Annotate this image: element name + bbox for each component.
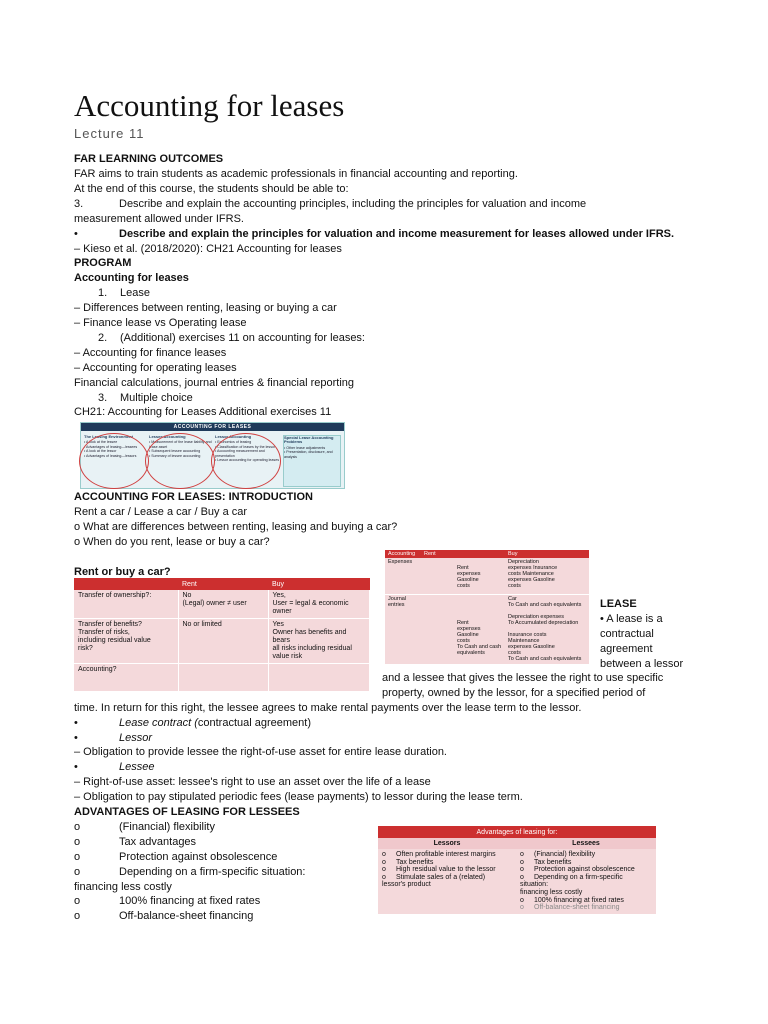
advantage-text: Protection against obsolescence xyxy=(119,851,278,863)
introduction-heading: ACCOUNTING FOR LEASES: INTRODUCTION xyxy=(74,491,313,503)
table-row xyxy=(378,849,656,914)
advantage-item xyxy=(74,850,277,865)
accounting-for-leases-subheading: Accounting for leases xyxy=(74,272,189,284)
advantage-item xyxy=(74,835,196,850)
obligation-lessor: – Obligation to provide lessee the right-of-use asset for entire lease duration. xyxy=(74,746,447,758)
lease-definition-line: contractual xyxy=(600,628,654,640)
diagram-column-head: Special Lease Accounting Problems xyxy=(284,435,334,445)
bullet-o: o xyxy=(382,851,386,858)
highlight-circle xyxy=(79,433,149,489)
program-item-1 xyxy=(98,286,150,301)
page-subtitle: Lecture 11 xyxy=(74,126,145,141)
table-header: Rent xyxy=(178,578,268,590)
table-header xyxy=(74,578,178,590)
table-cell xyxy=(178,664,268,692)
list-item-text: (Financial) flexibility xyxy=(534,851,596,858)
table-cell: Accounting? xyxy=(74,664,178,692)
table-cell: Transfer of benefits? Transfer of risks, including residual value risk? xyxy=(74,619,178,664)
lease-contract-note: contractual agreement) xyxy=(197,717,311,729)
list-item-text: Protection against obsolescence xyxy=(534,866,635,874)
table-cell: Expenses xyxy=(385,558,421,594)
table-row xyxy=(385,594,589,664)
program-item-2 xyxy=(98,331,365,346)
lease-definition-line: agreement xyxy=(600,643,653,655)
program-item-3 xyxy=(98,391,193,406)
diagram-item: • Summary of lessee accounting xyxy=(149,453,201,458)
table-header: Rent xyxy=(421,550,505,558)
program-accounting-finance: – Accounting for finance leases xyxy=(74,347,227,359)
table-header-row xyxy=(378,838,656,849)
lease-definition-line: property, owned by the lessor, for a specified period of xyxy=(382,687,646,699)
list-item xyxy=(520,866,652,874)
table-cell: Transfer of ownership?: xyxy=(74,590,178,619)
program-item-1-text: Lease xyxy=(120,287,150,299)
obligation-lessee: – Obligation to pay stipulated periodic fees (lease payments) to lessor during the lease term. xyxy=(74,791,523,803)
right-of-use-asset: – Right-of-use asset: lessee's right to use an asset over the life of a lease xyxy=(74,776,431,788)
ch21-line: CH21: Accounting for Leases Additional exercises 11 xyxy=(74,406,332,418)
lease-definition-line: between a lessor xyxy=(600,658,684,670)
advantages-heading: ADVANTAGES OF LEASING FOR LESSEES xyxy=(74,806,300,818)
table-cell: Yes Owner has benefits and bears all risks including residual value risk xyxy=(268,619,370,664)
lease-definition-line: time. In return for this right, the lessee agrees to make rental payments over the lease term to the lessor. xyxy=(74,702,582,714)
table-cell: Depreciation expenses Insurance costs Maintenance expenses Gasoline costs xyxy=(505,558,589,594)
diagram-column-head: Lessor Accounting xyxy=(215,435,252,439)
bullet-o: o xyxy=(74,866,81,878)
program-item-3-text: Multiple choice xyxy=(120,392,193,404)
list-item-text: Often profitable interest margins xyxy=(396,851,496,858)
program-financial-calculations: Financial calculations, journal entries & financial reporting xyxy=(74,377,355,389)
list-item-text: 100% financing at fixed rates xyxy=(534,896,624,904)
list-item xyxy=(382,866,512,874)
list-item xyxy=(382,851,512,859)
bullet-symbol: • xyxy=(74,717,78,729)
bullet-symbol: • xyxy=(74,732,78,744)
diagram-item: • Advantages of leasing—lessees xyxy=(84,444,138,449)
bullet-o: o xyxy=(520,851,524,858)
table-cell: Journal entries xyxy=(385,594,421,664)
table-cell: Rent expenses Gasoline costs To Cash and cash equivalents xyxy=(421,594,505,664)
program-finance-vs-operating: – Finance lease vs Operating lease xyxy=(74,317,247,329)
program-item-2-number: 2. xyxy=(98,332,108,344)
bullet-o: o xyxy=(74,821,81,833)
rent-or-buy-heading: Rent or buy a car? xyxy=(74,566,171,578)
diagram-column-special-problems xyxy=(283,435,341,487)
lease-definition-line: and a lessee that gives the lessee the right to use specific xyxy=(382,672,664,684)
lease-heading: LEASE xyxy=(600,598,637,610)
bullet-o: o xyxy=(382,858,386,866)
program-heading: PROGRAM xyxy=(74,257,132,269)
table-header: Lessees xyxy=(516,838,656,849)
far-heading: FAR LEARNING OUTCOMES xyxy=(74,153,224,165)
bullet-o: o xyxy=(520,866,524,874)
diagram-item: • Presentation, disclosure, and analysis xyxy=(284,450,333,459)
diagram-item: • Accounting measurement and presentation xyxy=(215,449,265,458)
outcome-bullet xyxy=(74,227,674,242)
list-item xyxy=(382,874,512,889)
bullet-symbol: • xyxy=(74,228,78,240)
bullet-o: o xyxy=(382,873,386,881)
list-item xyxy=(520,904,652,912)
bullet-o: o xyxy=(74,910,81,922)
page-title: Accounting for leases xyxy=(74,88,345,123)
bullet-o: o xyxy=(74,836,81,848)
table-cell: No or limited xyxy=(178,619,268,664)
program-item-3-number: 3. xyxy=(98,392,108,404)
accounting-for-leases-diagram xyxy=(80,422,345,489)
table-header: Accounting xyxy=(385,550,421,558)
far-aims: FAR aims to train students as academic professionals in financial accounting and reporting. xyxy=(74,168,518,180)
program-accounting-operating: – Accounting for operating leases xyxy=(74,362,237,374)
diagram-column-head: Lessee Accounting xyxy=(149,435,186,439)
advantage-continued: financing less costly xyxy=(74,881,172,893)
kieso-reference: – Kieso et al. (2018/2020): CH21 Accounting for leases xyxy=(74,243,342,255)
lease-contract-line xyxy=(74,716,311,731)
table-row xyxy=(74,590,370,619)
table-title: Advantages of leasing for: xyxy=(378,826,656,838)
list-item-text: Depending on a firm-specific situation: financing less costly xyxy=(520,873,623,896)
list-item-text: Tax benefits xyxy=(396,858,434,866)
table-header-row xyxy=(385,550,589,558)
diagram-column-head: The Leasing Environment xyxy=(84,435,133,439)
table-header-row xyxy=(74,578,370,590)
list-item xyxy=(520,874,652,897)
table-cell: Rent expenses Gasoline costs xyxy=(421,558,505,594)
advantage-text: Tax advantages xyxy=(119,836,197,848)
highlight-circle xyxy=(145,433,215,489)
diagram-item: • Lessor accounting for operating leases xyxy=(215,458,279,463)
rent-lease-buy: Rent a car / Lease a car / Buy a car xyxy=(74,506,248,518)
bullet-o: o xyxy=(74,895,81,907)
advantage-text: (Financial) flexibility xyxy=(119,821,215,833)
lessor-label: Lessor xyxy=(119,732,153,744)
program-item-2-text: (Additional) exercises 11 on accounting for leases: xyxy=(120,332,365,344)
diagram-item: • Advantages of leasing—lessors xyxy=(84,453,137,458)
table-header: Buy xyxy=(505,550,589,558)
bullet-symbol: • xyxy=(74,761,78,773)
list-item-text: Stimulate sales of a (related) lessor's product xyxy=(382,873,486,889)
table-row xyxy=(74,664,370,692)
lease-contract-label: Lease contract ( xyxy=(119,717,198,729)
bullet-o: o xyxy=(74,851,81,863)
program-differences: – Differences between renting, leasing or buying a car xyxy=(74,302,337,314)
question-differences: o What are differences between renting, leasing and buying a car? xyxy=(74,521,398,533)
advantage-text: Depending on a firm-specific situation: xyxy=(119,866,306,878)
bullet-o: o xyxy=(520,873,524,881)
list-item xyxy=(520,897,652,905)
advantage-item xyxy=(74,894,260,909)
table-cell: Yes, User = legal & economic owner xyxy=(268,590,370,619)
list-item-text: Tax benefits xyxy=(534,858,572,866)
advantage-item xyxy=(74,820,215,835)
table-cell: No (Legal) owner ≠ user xyxy=(178,590,268,619)
lease-definition-line: • A lease is a xyxy=(600,613,663,625)
table-row xyxy=(74,619,370,664)
question-when: o When do you rent, lease or buy a car? xyxy=(74,536,270,548)
diagram-item: • Subsequent lessee accounting xyxy=(149,449,201,454)
diagram-item: • A look at the lessee xyxy=(84,440,118,445)
list-item-text: High residual value to the lessor xyxy=(396,866,496,874)
lessee-label: Lessee xyxy=(119,761,155,773)
advantage-item xyxy=(74,909,253,924)
list-item xyxy=(520,859,652,867)
advantages-of-leasing-table xyxy=(378,826,656,914)
table-header: Buy xyxy=(268,578,370,590)
outcome-3-text: Describe and explain the accounting principles, including the principles for valuation and income xyxy=(119,198,587,210)
diagram-item: • Measurement of the lease liability and lease asset xyxy=(149,440,212,449)
bullet-o: o xyxy=(382,866,386,874)
outcome-bullet-text: Describe and explain the principles for valuation and income measurement for leases allowed under IFRS. xyxy=(119,228,675,240)
lessors-advantages xyxy=(378,849,516,914)
outcome-3-number: 3. xyxy=(74,198,84,210)
outcome-3 xyxy=(74,197,586,212)
lessee-line xyxy=(74,760,154,775)
diagram-item: • Classification of leases by the lessor xyxy=(215,444,276,449)
end-of-course: At the end of this course, the students should be able to: xyxy=(74,183,349,195)
table-header: Lessors xyxy=(378,838,516,849)
diagram-item: • Other lease adjustments xyxy=(284,445,326,450)
list-item xyxy=(382,859,512,867)
diagram-header: ACCOUNTING FOR LEASES xyxy=(81,423,344,431)
rent-vs-buy-accounting-table xyxy=(385,550,589,665)
advantage-item xyxy=(74,865,305,880)
advantage-text: Off-balance-sheet financing xyxy=(119,910,254,922)
table-cell: Car To Cash and cash equivalents Depreciation expenses To Accumulated depreciation Insurance costs Maintenance expenses Gasoline costs To Cash and cash equivalents xyxy=(505,594,589,664)
table-row xyxy=(385,558,589,594)
advantage-text: 100% financing at fixed rates xyxy=(119,895,261,907)
bullet-o: o xyxy=(520,904,524,912)
bullet-o: o xyxy=(520,858,524,866)
diagram-item: • Economics of leasing xyxy=(215,440,252,445)
outcome-3-continued: measurement allowed under IFRS. xyxy=(74,213,244,225)
highlight-circle xyxy=(211,433,281,489)
lessees-advantages xyxy=(516,849,656,914)
lessor-line xyxy=(74,731,152,746)
diagram-item: • A look at the lessor xyxy=(84,449,117,454)
program-item-1-number: 1. xyxy=(98,287,108,299)
table-cell xyxy=(268,664,370,692)
bullet-o: o xyxy=(520,896,524,904)
rent-or-buy-table xyxy=(74,578,370,692)
list-item-text: Off-balance-sheet financing xyxy=(534,904,620,912)
list-item xyxy=(520,851,652,859)
